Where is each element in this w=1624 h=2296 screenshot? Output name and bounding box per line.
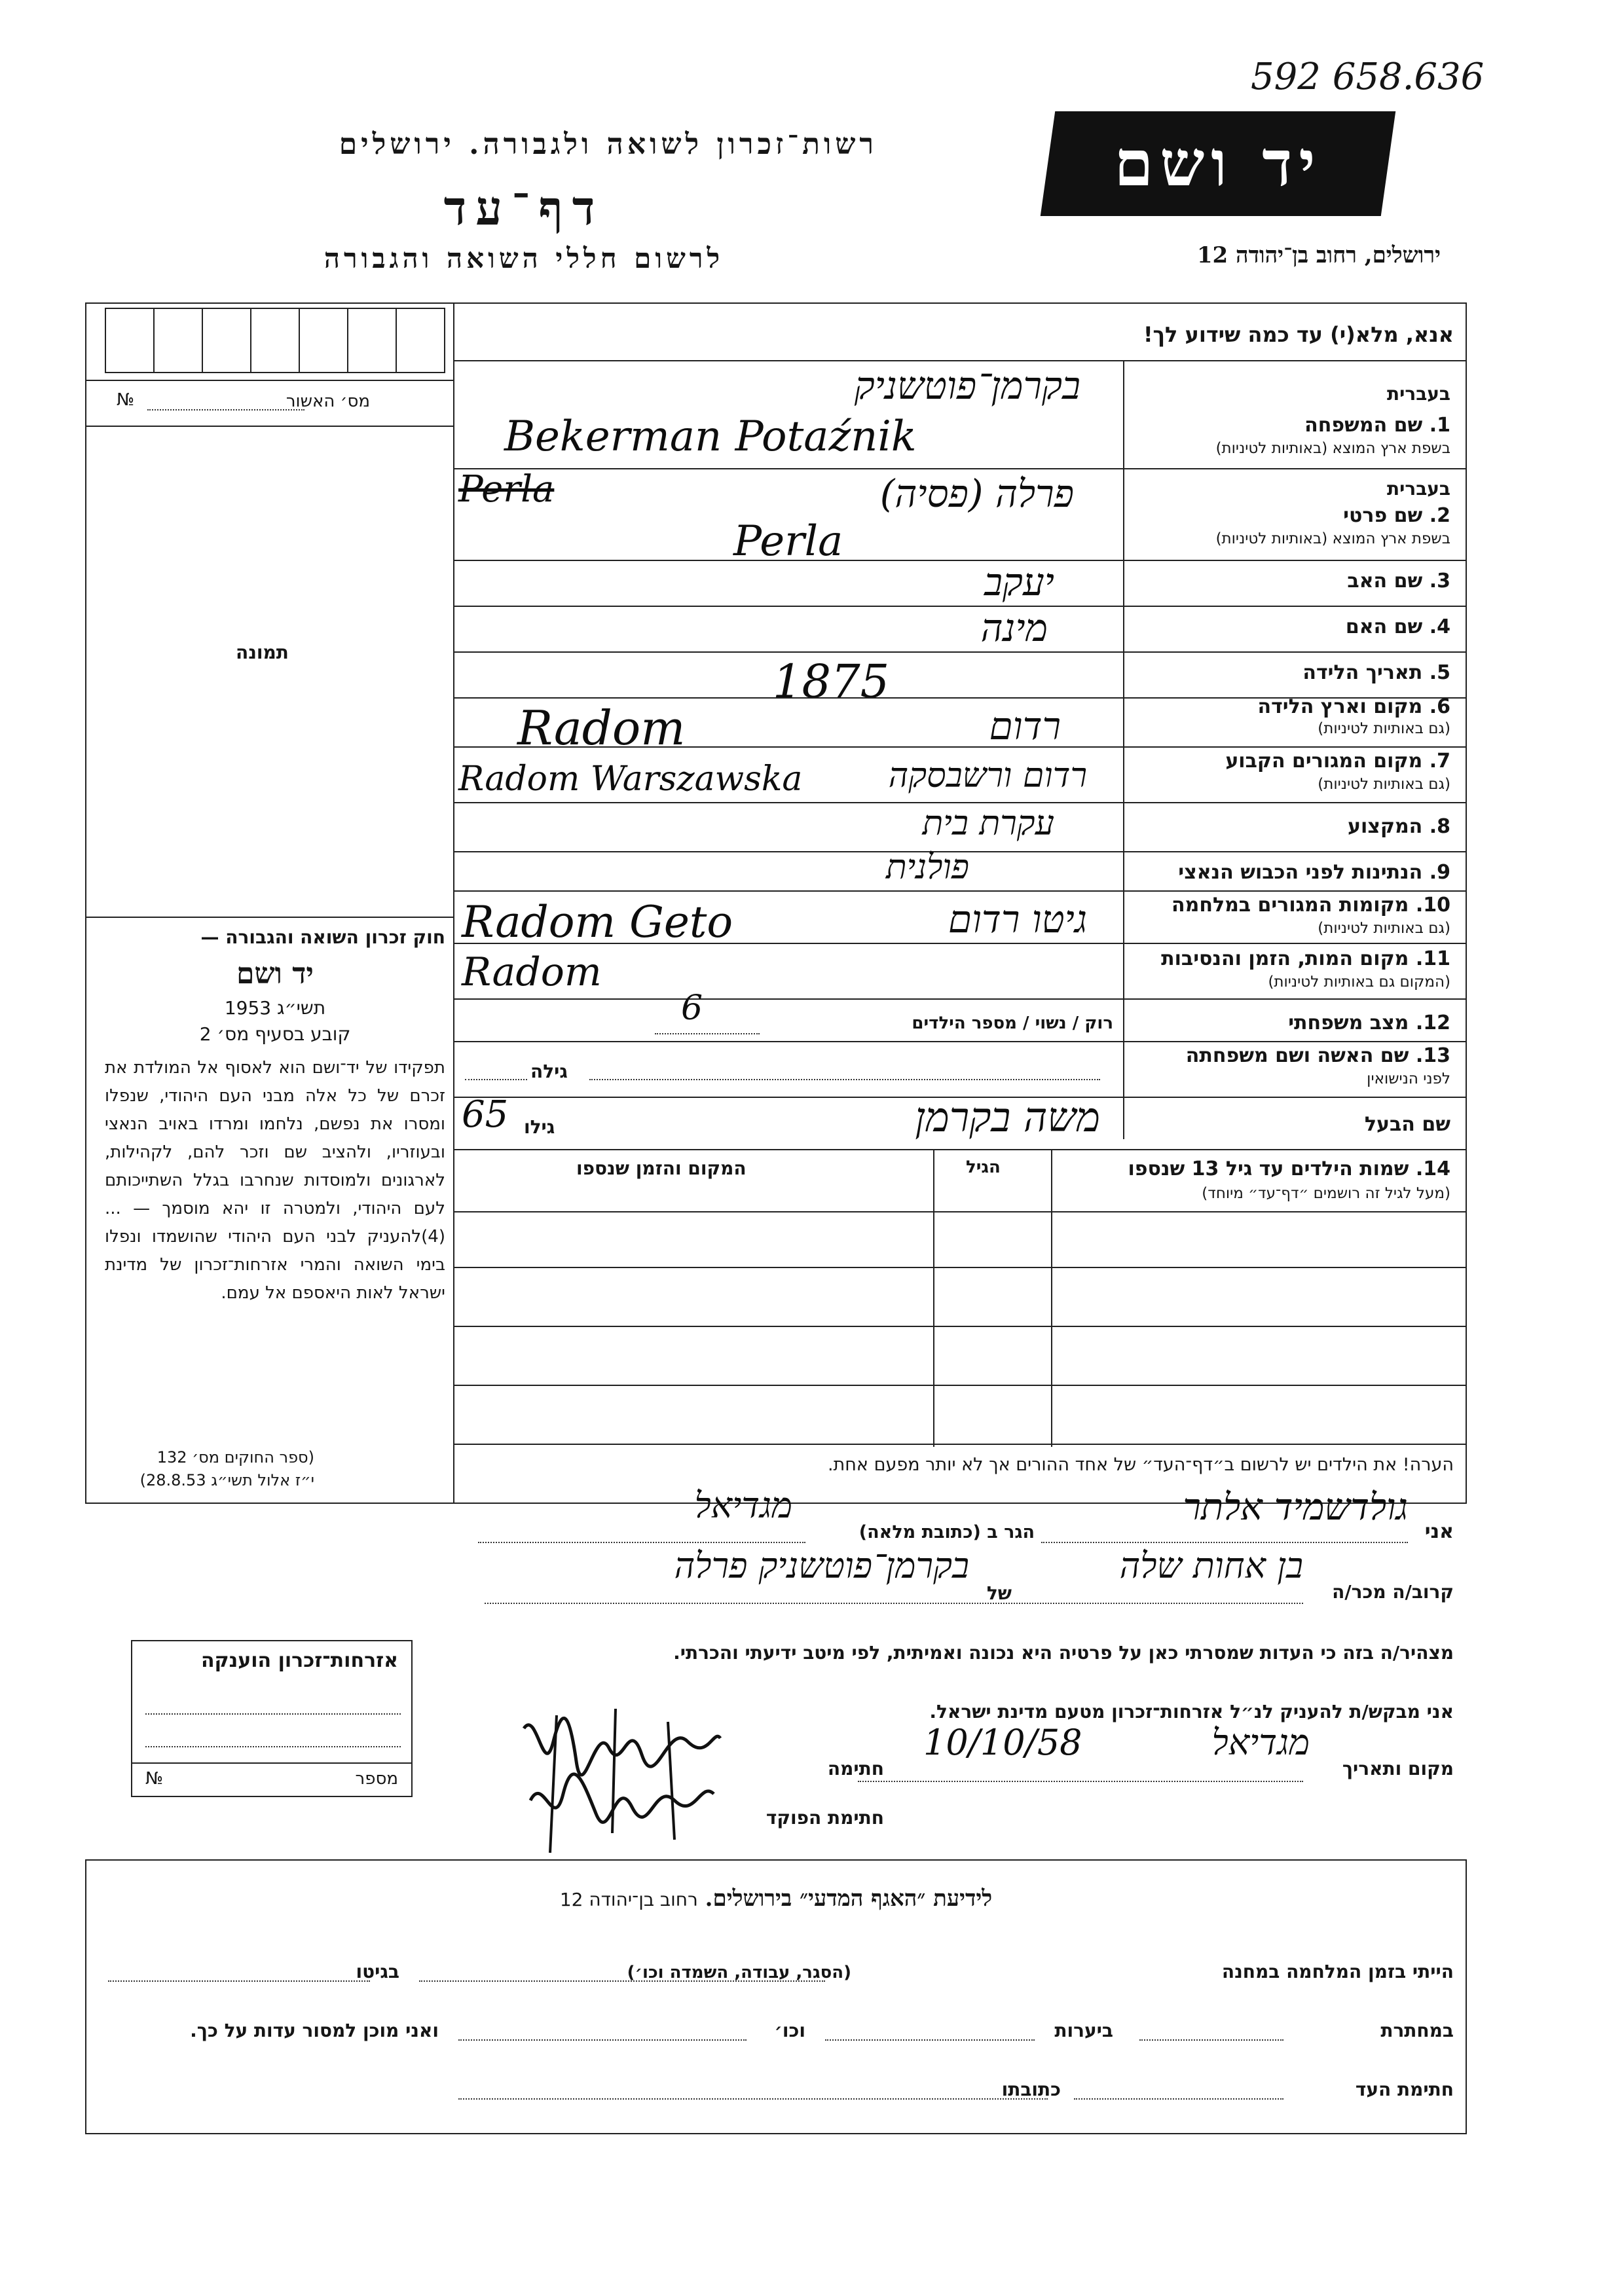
citizenship-title: אזרחות־זכרון הוענקה: [200, 1649, 398, 1672]
field-3-divider: [453, 606, 1467, 607]
field-9-value: פולנית: [885, 848, 969, 887]
field-14-col-place: המקום והזמן שנספו: [576, 1157, 747, 1179]
label-column-divider: [1123, 360, 1124, 1139]
left-top-divider: [85, 380, 453, 381]
field-8-title: המקצוע: [1347, 815, 1423, 838]
field-2-latin-value: Perla: [733, 517, 843, 566]
decl-place-line: [858, 1781, 1303, 1782]
field-10-title: מקומות המגורים במלחמה: [1172, 894, 1409, 917]
field-7-title: מקום המגורים הקבוע: [1225, 750, 1423, 773]
husband-age-label: גילו: [524, 1116, 555, 1138]
info-line3-b: כתובתו: [1001, 2079, 1061, 2100]
field-1-divider: [453, 468, 1467, 469]
info-line2-c: וכו׳: [774, 2020, 805, 2041]
field-6-sub: (גם באותיות לטיניות): [1318, 720, 1450, 737]
field-12-children: 6: [681, 989, 703, 1028]
decl-relative-label: קרוב/ה מכר/ה: [1332, 1581, 1454, 1603]
decl-of-value: בקרמן־פוטשניק פרלה: [674, 1545, 969, 1586]
intro-instruction: אנא, מלא(י) עד כמה שידוע לך!: [1143, 322, 1454, 347]
decl-resides-label: הגר ב (כתובת מלאה): [858, 1522, 1035, 1542]
table-row-line-4: [453, 1444, 1467, 1445]
field-11-num: 11.: [1415, 947, 1450, 970]
field-2-divider: [453, 560, 1467, 561]
field-4-title: שם האם: [1345, 615, 1423, 638]
field-4-divider: [453, 651, 1467, 653]
field-7-latin-value: Radom Warszawska: [458, 759, 803, 799]
field-4-value: מינה: [980, 606, 1048, 650]
code-boxes: [105, 308, 445, 373]
decl-signature-label: חתימה: [827, 1758, 884, 1779]
info-line1-c: בגיטו: [356, 1961, 399, 1982]
field-1-hebrew-value: בקרמן־פוטשניק: [854, 363, 1080, 408]
law-box: [98, 917, 445, 1506]
field-13-sub: לפני הנישואין: [1367, 1070, 1450, 1087]
field-9-label: [1178, 861, 1450, 884]
field-13-age-line: [465, 1079, 527, 1080]
field-12-num: 12.: [1415, 1011, 1450, 1034]
table-row-line-1: [453, 1267, 1467, 1268]
field-10-divider: [453, 943, 1467, 944]
law-title: חוק זכרון השואה והגבורה —: [200, 926, 445, 948]
info-line1-dots-2: [108, 1980, 370, 1982]
form-subtitle: לרשום חללי השואה והגבורה: [323, 242, 724, 274]
field-6-latin-value: Radom: [517, 701, 686, 756]
signature-scribble: [517, 1702, 727, 1859]
decl-relation-line: [485, 1603, 1303, 1604]
info-line2-d: ואני מוכן למסור עדות על כך.: [190, 2020, 439, 2041]
table-header-line: [453, 1211, 1467, 1212]
field-11-latin-value: Radom: [462, 949, 602, 995]
field-5-num: 5.: [1429, 661, 1450, 684]
field-13-label: [1186, 1044, 1450, 1067]
decl-address-line: [478, 1542, 805, 1543]
field-5-label: [1302, 661, 1450, 684]
citizenship-divider: [132, 1762, 411, 1764]
info-line1-a: הייתי בזמן המלחמה במחנה: [1221, 1961, 1454, 1982]
field-8-label: [1348, 815, 1450, 838]
info-title-row: [85, 1886, 1467, 1912]
approval-label: מס׳ האשור: [286, 392, 370, 411]
decl-place-date-label: מקום ותאריך: [1342, 1758, 1454, 1779]
field-11-title: מקום המות, הזמן והנסיבות: [1161, 947, 1409, 970]
field-5-value: 1875: [773, 655, 890, 708]
field-10-latin-value: Radom Geto: [462, 897, 733, 947]
table-row-line-3: [453, 1385, 1467, 1386]
field-12-label: [1288, 1011, 1450, 1034]
field-6-divider: [453, 746, 1467, 748]
field-6-title: מקום וארץ הלידה: [1257, 695, 1423, 718]
field-8-num: 8.: [1429, 815, 1450, 838]
field-11-divider: [453, 998, 1467, 1000]
table-col-2: [933, 1149, 934, 1447]
law-footer-1: (ספר החוקים מס׳ 132: [157, 1448, 314, 1467]
field-4-num: 4.: [1429, 615, 1450, 638]
citizenship-line-2: [145, 1746, 401, 1747]
law-name: יד ושם: [236, 957, 314, 991]
field-7-hebrew-value: רדום ורשבסקה: [888, 756, 1087, 795]
archive-number: 592 658.636: [1251, 56, 1485, 98]
field-1-latin-value: Bekerman Potaźnik: [504, 412, 917, 461]
field-10-num: 10.: [1415, 894, 1450, 917]
info-line3-dots-1: [1074, 2098, 1283, 2100]
field-14-col-age: הגיל: [966, 1157, 1001, 1177]
info-line1-dots: [419, 1980, 825, 1982]
info-line2-b: ביערות: [1054, 2020, 1113, 2041]
husband-age: 65: [462, 1093, 509, 1136]
field-5-title: תאריך הלידה: [1302, 661, 1423, 684]
field-7-divider: [453, 802, 1467, 803]
law-footer-2: י״ז אלול תשי״ג 28.8.53): [139, 1471, 314, 1489]
field-13-line: [589, 1079, 1100, 1080]
field-7-label: [1225, 750, 1450, 773]
field-1-num: 1.: [1429, 414, 1450, 437]
field-13-age-label: גילה: [530, 1061, 568, 1082]
approval-line: [147, 409, 304, 410]
husband-divider: [453, 1149, 1467, 1150]
citizenship-box: [131, 1640, 413, 1797]
field-6-hebrew-value: רדום: [989, 704, 1061, 748]
yad-vashem-logo: [1041, 111, 1395, 216]
field-2-hebrew-value: פרלה (פסיה): [879, 471, 1074, 516]
field-14-sub: (מעל לגיל זה רושמים ״דף־עד״ מיוחד): [1202, 1185, 1450, 1202]
decl-address: מגדיאל: [694, 1485, 792, 1526]
approval-no: №: [117, 390, 135, 410]
field-9-num: 9.: [1429, 861, 1450, 884]
field-6-num: 6.: [1429, 695, 1450, 718]
citizenship-no: №: [145, 1769, 164, 1789]
field-3-value: יעקב: [984, 560, 1054, 604]
field-10-sub: (גם באותיות לטיניות): [1318, 920, 1450, 937]
info-line1-b: (הסגר, עבודה, השמדה וכו׳): [627, 1963, 851, 1982]
hebrew-label-2: בעברית: [1386, 478, 1450, 500]
field-7-num: 7.: [1429, 750, 1450, 773]
field-2-num: 2.: [1429, 504, 1450, 527]
info-line3-a: חתימת העד: [1355, 2079, 1454, 2100]
field-13-num: 13.: [1415, 1044, 1450, 1067]
field-10-label: [1172, 894, 1450, 917]
field-1-sub: בשפת ארץ המוצא (באותיות לטיניות): [1215, 440, 1450, 457]
field-11-label: [1161, 947, 1450, 970]
decl-name-line: [1041, 1542, 1408, 1543]
decl-statement: מצהיר/ה בזה כי העדות שמסרתי כאן על פרטיה היא נכונה ואמיתית, לפי מיטב ידיעתי והכרתי.: [673, 1642, 1454, 1664]
photo-label: תמונה: [236, 642, 289, 663]
field-10-hebrew-value: גיטו רדום: [948, 897, 1087, 941]
note-text: הערה! את הילדים יש לרשום ב״דף־העד״ של אחד ההורים אך לא יותר מפעם אחת.: [827, 1455, 1454, 1475]
header-address: ירושלים, רחוב בן־יהודה 12: [1196, 242, 1441, 268]
field-2-sub: בשפת ארץ המוצא (באותיות לטיניות): [1215, 530, 1450, 547]
info-line2-dots-2: [825, 2039, 1035, 2041]
law-text: תפקידו של יד־ושם הוא לאסוף אל המולדת את זכרם של כל אלה מבני העם היהודי, שנפלו ומסרו את נפשם, נלחמו ומרדו באויב הנאצי ובעוזריו, ולהציב שם וזכר להם, לקהילות, לארגונים ולמוסדות שנחרבו בגלל השתייכותם לעם היהודי, ולמטרה זו יהא מוסמך — ...(4)להעניק לבני העם היהודי שהושמדו ונפלו בימי השואה והמרי אזרחות־זכרון של מדינת ישראל לאות היאספם אל עמם.: [105, 1058, 445, 1303]
info-title: לידיעת ״האגף המדעי״ בירושלים.: [705, 1886, 993, 1912]
husband-value: משה בקרמן: [915, 1093, 1100, 1141]
field-9-divider: [453, 890, 1467, 892]
field-3-label: [1347, 570, 1450, 592]
field-14-title: שמות הילדים עד גיל 13 שנספו: [1128, 1157, 1409, 1180]
field-14-num: 14.: [1415, 1157, 1450, 1180]
field-2-struck-value: Perla: [458, 468, 555, 511]
info-address: רחוב בן־יהודה 12: [559, 1889, 698, 1910]
info-line2-dots-1: [1139, 2039, 1283, 2041]
decl-of-label: של: [986, 1582, 1012, 1604]
citizenship-number-label: מספר: [355, 1769, 398, 1789]
field-9-title: הנתינות לפני הכבוש הנאצי: [1178, 861, 1423, 884]
info-line3-dots-2: [458, 2098, 1048, 2100]
column-divider: [453, 302, 454, 1504]
field-8-value: עקרת בית: [922, 804, 1054, 843]
info-line2-dots-3: [458, 2039, 747, 2041]
table-row-line-2: [453, 1326, 1467, 1327]
decl-officer-label: חתימת הפוקד: [766, 1807, 884, 1829]
decl-place: מגדיאל: [1211, 1722, 1310, 1763]
husband-label: שם הבעל: [1364, 1113, 1450, 1136]
field-7-sub: (גם באותיות לטיניות): [1318, 776, 1450, 793]
field-14-label: [1128, 1157, 1450, 1180]
form-title: דף־עד: [443, 180, 604, 236]
field-13-title: שם האשה ושם משפחתה: [1185, 1044, 1409, 1067]
field-2-label: [1343, 504, 1450, 527]
citizenship-line-1: [145, 1713, 401, 1715]
field-1-label: [1304, 414, 1450, 437]
authority-title: רשות־זכרון לשואה ולגבורה. ירושלים: [339, 128, 877, 161]
hebrew-label-1: בעברית: [1386, 383, 1450, 405]
field-1-title: שם המשפחה: [1304, 414, 1423, 437]
field-4-label: [1346, 615, 1450, 638]
field-3-title: שם האב: [1347, 570, 1423, 592]
decl-request: אני מבקש/ת להעניק לנ״ל אזרחות־זכרון מטעם מדינת ישראל.: [929, 1701, 1454, 1722]
intro-divider: [453, 360, 1467, 361]
table-col-1: [1051, 1149, 1052, 1447]
law-years: תשי״ג 1953: [224, 997, 326, 1019]
field-3-num: 3.: [1429, 570, 1450, 592]
field-12-divider: [453, 1041, 1467, 1042]
decl-date: 10/10/58: [923, 1722, 1082, 1763]
logo-text: יד ושם: [1114, 126, 1322, 200]
decl-i-label: אני: [1424, 1520, 1454, 1543]
field-12-options: רוק / נשוי / מספר הילדים: [912, 1013, 1113, 1033]
field-12-title: מצב משפחתי: [1288, 1011, 1409, 1034]
field-2-title: שם פרטי: [1343, 504, 1423, 527]
field-12-line: [655, 1033, 760, 1034]
field-11-sub: (המקום גם באותיות לטיניות): [1268, 974, 1450, 991]
decl-relation: בן אחות שלה: [1119, 1545, 1303, 1586]
field-6-label: [1258, 695, 1450, 718]
approval-divider: [85, 426, 453, 427]
law-section: קובע בסעיף מס׳ 2: [199, 1023, 351, 1045]
decl-declarant: גולדשמיד אלתר: [1183, 1486, 1408, 1529]
info-line2-a: במחתרת: [1380, 2020, 1454, 2041]
